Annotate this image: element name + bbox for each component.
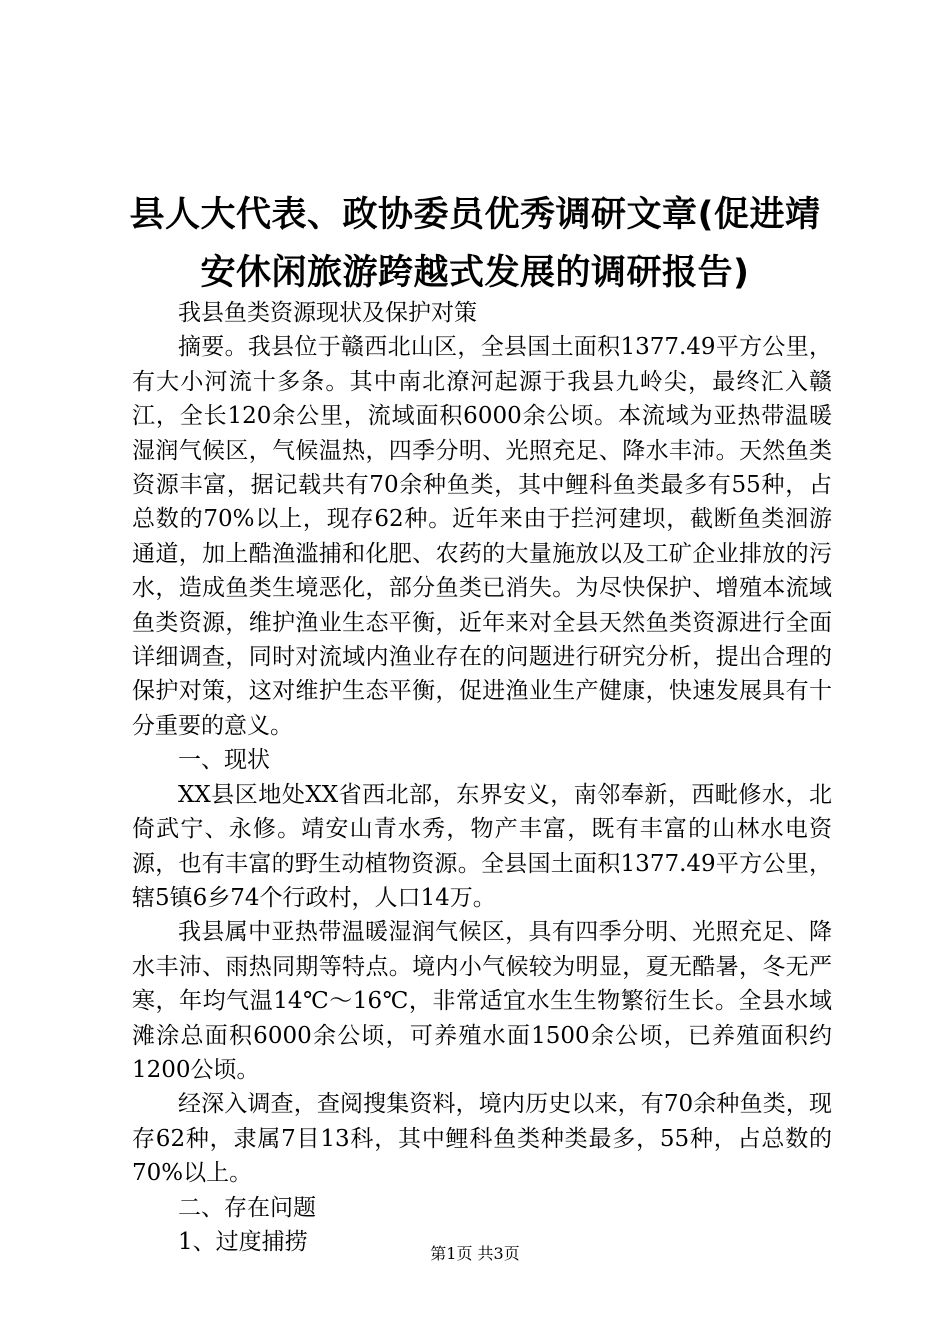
abstract-paragraph: 摘要。我县位于赣西北山区，全县国土面积1377.49平方公里，有大小河流十多条。其中南北潦河起源于我县九岭尖，最终汇入赣江，全长120余公里，流域面积6000余公顷。本流域为亚热带温暖湿润气候区，气候温热，四季分明、光照充足、降水丰沛。天然鱼类资源丰富，据记载共有70余种鱼类，其中鲤科鱼类最多有55种，占总数的70%以上，现存62种。近年来由于拦河建坝，截断鱼类洄游通道，加上酷渔滥捕和化肥、农药的大量施放以及工矿企业排放的污水，造成鱼类生境恶化，部分鱼类已消失。为尽快保护、增殖本流域鱼类资源，维护渔业生态平衡，近年来对全县天然鱼类资源进行全面详细调查，同时对流域内渔业存在的问题进行研究分析，提出合理的保护对策，这对维护生态平衡，促进渔业生产健康，快速发展具有十分重要的意义。 <box>132 334 832 739</box>
title-line-2: 安休闲旅游跨越式发展的调研报告) <box>200 253 750 293</box>
body-paragraph: 我县属中亚热带温暖湿润气候区，具有四季分明、光照充足、降水丰沛、雨热同期等特点。境内小气候较为明显，夏无酷暑，冬无严寒，年均气温14℃～16℃，非常适宜水生生物繁衍生长。全县水域滩涂总面积6000余公顷，可养殖水面1500余公顷，已养殖面积约1200公顷。 <box>132 919 832 1083</box>
title-line-1: 县人大代表、政协委员优秀调研文章(促进靖 <box>129 195 821 235</box>
section-heading-status: 一、现状 <box>178 747 270 774</box>
page-number: 第1页 共3页 <box>430 1244 520 1263</box>
document-body <box>132 296 832 1259</box>
document-title <box>100 186 850 302</box>
subsection-heading: 1、过度捕捞 <box>178 1228 308 1255</box>
section-heading-problems: 二、存在问题 <box>178 1194 316 1221</box>
section-subtitle: 我县鱼类资源现状及保护对策 <box>178 300 477 326</box>
body-paragraph: 经深入调查，查阅搜集资料，境内历史以来，有70余种鱼类，现存62种，隶属7目13科，其中鲤科鱼类种类最多，55种，占总数的70%以上。 <box>132 1091 832 1187</box>
body-paragraph: XX县区地处XX省西北部，东界安义，南邻奉新，西毗修水，北倚武宁、永修。靖安山青水秀，物产丰富，既有丰富的山林水电资源，也有丰富的野生动植物资源。全县国土面积1377.49平方公里，辖5镇6乡74个行政村，人口14万。 <box>132 781 832 911</box>
